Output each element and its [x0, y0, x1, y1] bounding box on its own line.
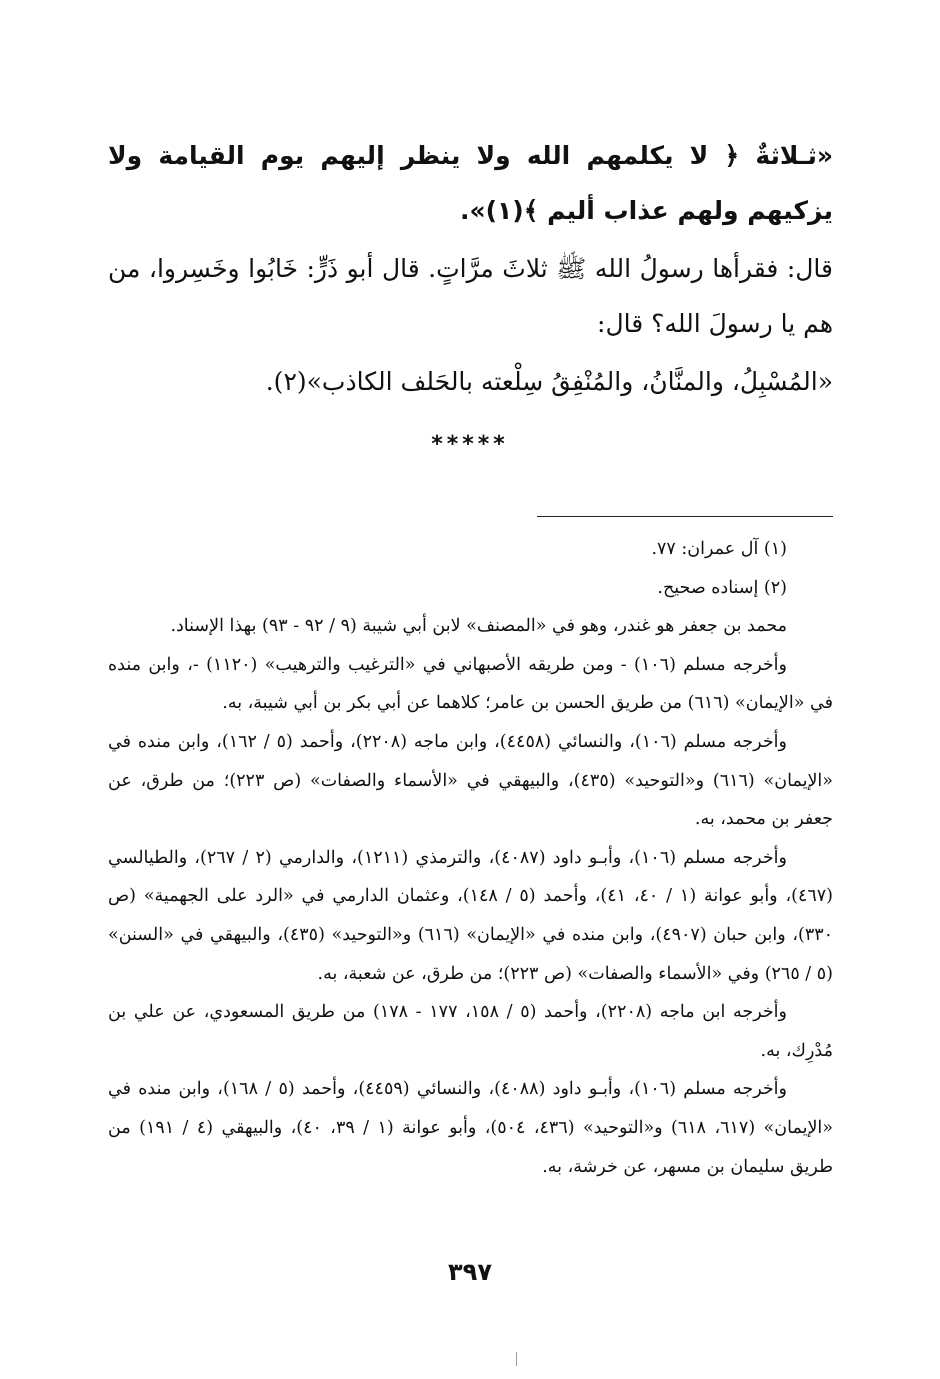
footnote-paragraph: وأخرجه مسلم (١٠٦) - ومن طريقه الأصبهاني في «الترغيب والترهيب» (١١٢٠) -، وابن منده في «الإيمان» (٦١٦) من طريق الحسن بن عامر؛ كلاهما عن أبي بكر بن أبي شيبة، به. — [108, 654, 833, 714]
footnote-divider — [537, 516, 833, 517]
narration-text: قال: فقرأها رسولُ الله ﷺ ثلاثَ مرَّاتٍ. قال أبو ذَرٍّ: خَابُوا وخَسِروا، من هم يا رسولَ الله؟ قال: — [108, 254, 833, 338]
footnotes — [108, 530, 833, 1186]
footnote-paragraph: محمد بن جعفر هو غندر، وهو في «المصنف» لابن أبي شيبة (٩ / ٩٢ - ٩٣) بهذا الإسناد. — [170, 616, 787, 637]
main-text — [108, 128, 833, 412]
page-number: ٣٩٧ — [448, 1258, 492, 1286]
hadith-text-2: «المُسْبِلُ، والمنَّانُ، والمُنْفِقُ سِلْعته بالحَلف الكاذب»(٢). — [265, 367, 833, 396]
section-separator: ***** — [431, 432, 509, 457]
footnote-1: (١) آل عمران: ٧٧. — [651, 539, 787, 559]
scan-mark — [516, 1352, 517, 1366]
hadith-text-1: «ثـلاثةٌ ﴿ لا يكلمهم الله ولا ينظر إليهم يوم القيامة ولا يزكيهم ولهم عذاب أليم ﴾(١)». — [108, 141, 833, 225]
footnote-paragraph: وأخرجه مسلم (١٠٦)، وأبـو داود (٤٠٨٧)، والترمذي (١٢١١)، والدارمي (٢ / ٢٦٧)، والطيالسي (٤٦٧)، وأبو عوانة (١ / ٤٠، ٤١)، وأحمد (٥ / ١٤٨)، وعثمان الدارمي في «الرد على الجهمية» (ص ٣٣٠)، وابن حبان (٤٩٠٧)، وابن منده في «الإيمان» (٦١٦) و«التوحيد» (٤٣٥)، والبيهقي في «السنن» (٥ / ٢٦٥) وفي «الأسماء والصفات» (ص ٢٢٣)؛ من طرق، عن شعبة، به. — [108, 847, 834, 984]
footnote-paragraph: وأخرجه مسلم (١٠٦)، وأبـو داود (٤٠٨٨)، والنسائي (٤٤٥٩)، وأحمد (٥ / ١٦٨)، وابن منده في «الإيمان» (٦١٧، ٦١٨) و«التوحيد» (٤٣٦، ٥٠٤)، وأبو عوانة (١ / ٣٩، ٤٠)، والبيهقي (٤ / ١٩١) من طريق سليمان بن مسهر، عن خرشة، به. — [108, 1079, 833, 1177]
footnote-2: (٢) إسناده صحيح. — [657, 577, 787, 598]
footnote-paragraph: وأخرجه مسلم (١٠٦)، والنسائي (٤٤٥٨)، وابن ماجه (٢٢٠٨)، وأحمد (٥ / ١٦٢)، وابن منده في «الإيمان» (٦١٦) و«التوحيد» (٤٣٥)، والبيهقي في «الأسماء والصفات» (ص ٢٢٣)؛ من طرق، عن جعفر بن محمد، به. — [108, 731, 833, 830]
footnote-paragraph: وأخرجه ابن ماجه (٢٢٠٨)، وأحمد (٥ / ١٥٨، ١٧٧ - ١٧٨) من طريق المسعودي، عن علي بن مُدْرِك، به. — [108, 1002, 833, 1061]
